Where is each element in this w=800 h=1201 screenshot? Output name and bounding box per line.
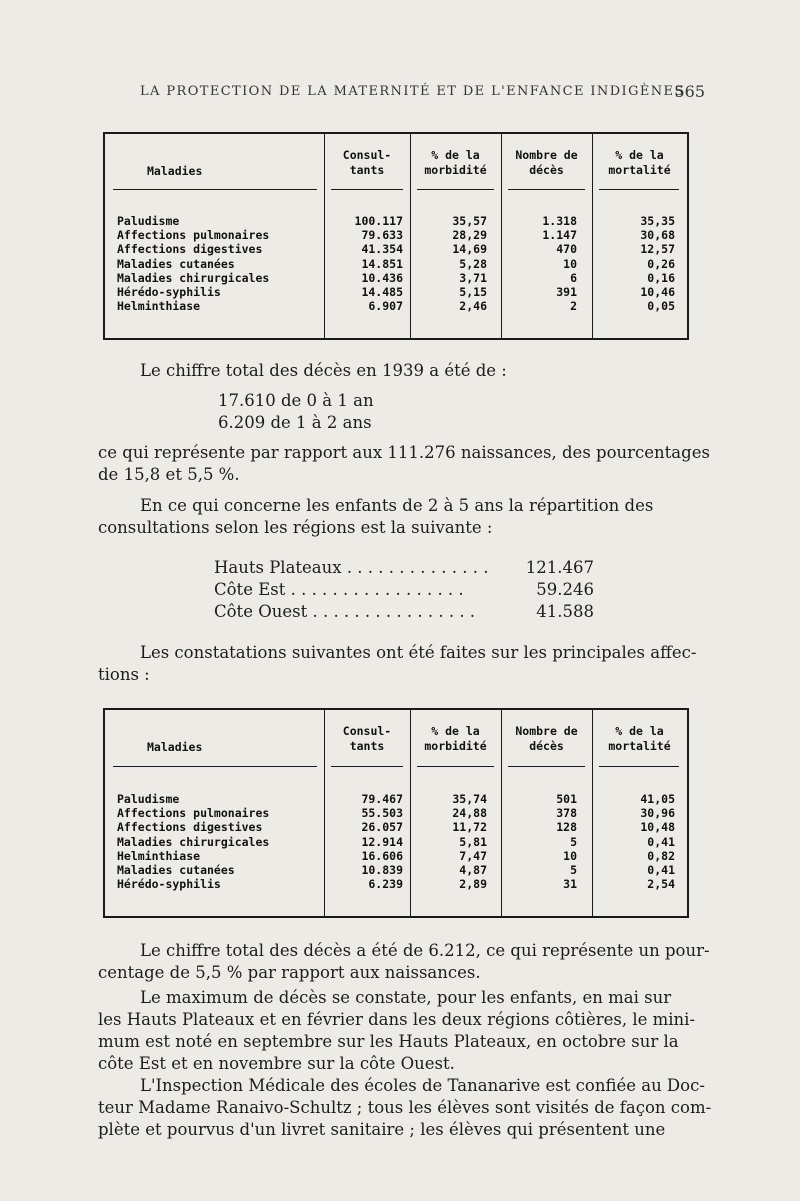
table-row: Helminthiase 6.907 2,46 2 0,05	[117, 299, 675, 314]
table2-body	[105, 792, 687, 891]
header-mortalite-1: % de la	[615, 148, 664, 162]
regions-list	[214, 557, 594, 623]
table-row: Hérédo-syphilis 14.485 5,15 391 10,46	[117, 284, 675, 299]
table-row: Maladies cutanées 10.839 4,87 5 0,41	[117, 862, 675, 877]
list-item: Côte Est . . . . . . . . . . . . . . . . . 59.246	[214, 580, 594, 599]
header-mortalite-1: % de la	[615, 724, 664, 738]
paragraph-total-deces: Le chiffre total des décès a été de 6.212, ce qui représente un pour- centage de 5,5 % par rapport aux naissances.	[98, 941, 710, 982]
table-row: Affections digestives 26.057 11,72 128 10,48	[117, 820, 675, 835]
table-row: Maladies chirurgicales 10.436 3,71 6 0,16	[117, 270, 675, 285]
table-row: Paludisme 79.467 35,74 501 41,05	[117, 792, 675, 806]
page-number: 565	[674, 82, 705, 101]
running-head	[140, 84, 705, 99]
header-maladies: Maladies	[147, 164, 203, 178]
running-head-title: LA PROTECTION DE LA MATERNITÉ ET DE L'ENFANCE INDIGÈNES	[140, 84, 685, 99]
paragraph-inspection-medicale: L'Inspection Médicale des écoles de Tananarive est confiée au Doc- teur Madame Ranaivo-Schultz ; tous les élèves sont visités de façon com- plète et pourvus d'un livret sanitaire ; les élèves qui présentent une	[98, 1076, 712, 1139]
header-maladies: Maladies	[147, 740, 203, 754]
table-row: Paludisme 100.117 35,57 1.318 35,35	[117, 214, 675, 228]
paragraph-constatations: Les constatations suivantes ont été faites sur les principales affec- tions :	[98, 643, 697, 684]
deces-age-lines: 17.610 de 0 à 1 an 6.209 de 1 à 2 ans	[218, 391, 374, 432]
table-row: Hérédo-syphilis 6.239 2,89 31 2,54	[117, 877, 675, 892]
table-row: Affections digestives 41.354 14,69 470 12,57	[117, 242, 675, 257]
table-morbidity-2-5	[103, 708, 689, 918]
table-row: Affections pulmonaires 55.503 24,88 378 30,96	[117, 806, 675, 821]
table-row: Affections pulmonaires 79.633 28,29 1.147 30,68	[117, 228, 675, 243]
header-deces-1: Nombre de	[515, 724, 578, 738]
header-consultants-2: tants	[349, 163, 385, 177]
header-deces-2: décès	[529, 739, 564, 753]
table-morbidity-0-2	[103, 132, 689, 340]
header-morbidite-1: % de la	[431, 148, 480, 162]
header-mortalite-2: mortalité	[608, 739, 671, 753]
list-item: Hauts Plateaux . . . . . . . . . . . . . . 121.467	[214, 558, 594, 577]
header-consultants-1: Consul-	[342, 724, 392, 738]
header-consultants-1: Consul-	[342, 148, 392, 162]
header-deces-1: Nombre de	[515, 148, 578, 162]
list-item: Côte Ouest . . . . . . . . . . . . . . . . 41.588	[214, 602, 594, 621]
paragraph-maximum-deces: Le maximum de décès se constate, pour les enfants, en mai sur les Hauts Plateaux et en février dans les deux régions côtières, le mini- mum est noté en septembre sur les Hauts Plateaux, en octobre sur la côte Est et en novembre sur la côte Ouest.	[98, 988, 696, 1073]
header-consultants-2: tants	[349, 739, 385, 753]
header-morbidite-1: % de la	[431, 724, 480, 738]
header-morbidite-2: morbidité	[424, 739, 487, 753]
header-mortalite-2: mortalité	[608, 163, 671, 177]
table-row: Maladies chirurgicales 12.914 5,81 5 0,41	[117, 834, 675, 849]
paragraph-repartition: En ce qui concerne les enfants de 2 à 5 ans la répartition des consultations selon les régions est la suivante :	[98, 496, 654, 537]
paragraph-total-deces-1939: Le chiffre total des décès en 1939 a été de :	[140, 361, 507, 380]
table1-body	[105, 214, 687, 313]
table-row: Maladies cutanées 14.851 5,28 10 0,26	[117, 256, 675, 271]
header-deces-2: décès	[529, 163, 564, 177]
paragraph-pourcentages: ce qui représente par rapport aux 111.276 naissances, des pourcentages de 15,8 et 5,5 %.	[98, 443, 710, 484]
table-row: Helminthiase 16.606 7,47 10 0,82	[117, 848, 675, 863]
header-morbidite-2: morbidité	[424, 163, 487, 177]
